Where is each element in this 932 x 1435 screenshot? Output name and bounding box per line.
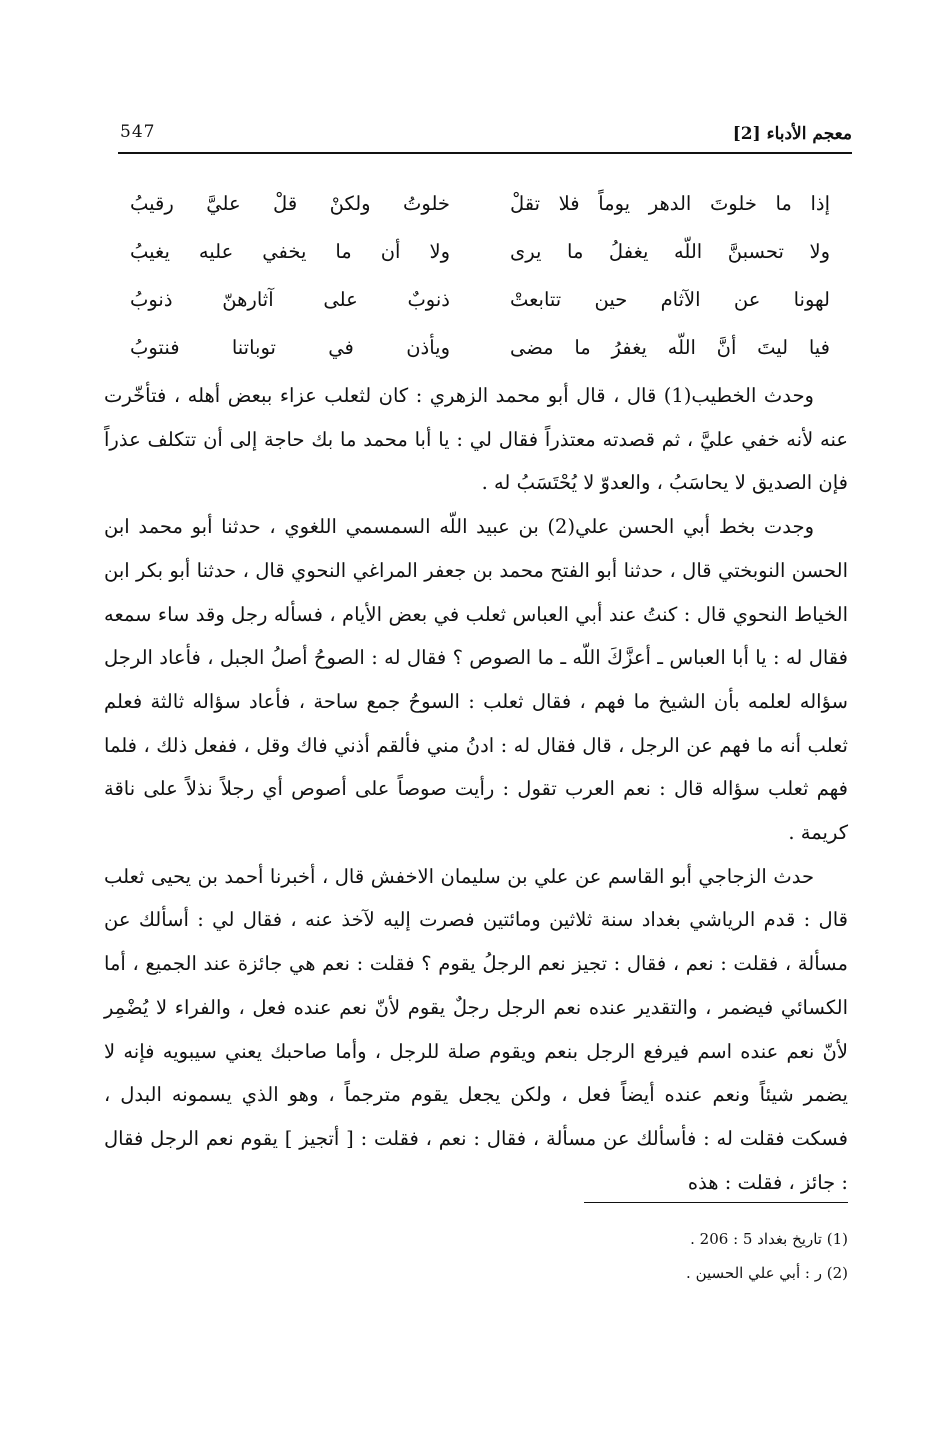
verse-first-hemistich: لهونا عن الآثام حين تتابعتْ	[510, 288, 830, 312]
verse-first-hemistich: ولا تحسبنَّ اللّه يغفلُ ما يرى	[510, 240, 830, 264]
poem-verse	[130, 180, 830, 228]
poem	[130, 180, 830, 372]
footnote-2: (2) ر : أبي علي الحسين .	[686, 1264, 848, 1282]
footnote-divider	[584, 1202, 848, 1203]
body-text	[104, 374, 848, 1204]
verse-first-hemistich: إذا ما خلوتَ الدهر يوماً فلا تقلْ	[510, 192, 830, 216]
footnote-1: (1) تاريخ بغداد 5 : 206 .	[690, 1230, 848, 1248]
poem-verse	[130, 228, 830, 276]
verse-second-hemistich: ولا أن ما يخفي عليه يغيبُ	[130, 240, 450, 264]
running-title: معجم الأدباء [2]	[732, 124, 852, 144]
paragraph-khatib-anecdote: وحدث الخطيب(1) قال ، قال أبو محمد الزهري : كان لثعلب عزاء ببعض أهله ، فتأخّرت عنه لأنه خفي عليَّ ، ثم قصدته معتذراً فقال لي : يا أبا محمد ما بك حاجة إلى أن تتكلف عذراً فإن الصديق لا يحاسَبُ ، والعدوّ لا يُحْتَسَبُ له .	[104, 384, 848, 495]
verse-first-hemistich: فيا ليتَ أنَّ اللّه يغفرُ ما مضى	[510, 336, 830, 360]
poem-verse	[130, 324, 830, 372]
verse-second-hemistich: خلوتُ ولكنْ قلْ عليَّ رقيبُ	[130, 192, 450, 216]
paragraph-sawas-anecdote: وجدت بخط أبي الحسن علي(2) بن عبيد اللّه السمسمي اللغوي ، حدثنا أبو محمد ابن الحسن النوبختي قال ، حدثنا أبو الفتح محمد بن جعفر المراغي النحوي قال ، حدثنا أبو بكر ابن الخياط النحوي قال : كنتُ عند أبي العباس ثعلب في بعض الأيام ، فسأله رجل وقد ساء سمعه فقال له : يا أبا العباس ـ أعزَّكَ اللّه ـ ما الصوص ؟ فقال له : الصوحُ أصلُ الجبل ، فأعاد الرجل سؤاله لعلمه بأن الشيخ ما فهم ، فقال ثعلب : السوحُ جمع ساحة ، فأعاد سؤاله ثالثة فعلم ثعلب أنه ما فهم عن الرجل ، قال فقال له : ادنُ مني فألقم أذني فاك وقل ، ففعل ذلك ، فلما فهم ثعلب سؤاله قال : نعم العرب تقول : رأيت صوصاً على أصوص أي رجلاً نذلاً على ناقة كريمة .	[104, 515, 848, 845]
verse-second-hemistich: ذنوبٌ على آثارهنّ ذنوبُ	[130, 288, 450, 312]
paragraph-zajjaji-anecdote: حدث الزجاجي أبو القاسم عن علي بن سليمان الاخفش قال ، أخبرنا أحمد بن يحيى ثعلب قال : قدم الرياشي بغداد سنة ثلاثين ومائتين فصرت إليه لآخذ عنه ، فقال لي : أسألك عن مسألة ، فقلت : نعم ، فقال : تجيز نعم الرجلُ يقوم ؟ فقلت : نعم هي جائزة عند الجميع ، أما الكسائي فيضمر ، والتقدير عنده نعم الرجل رجلٌ يقوم لأنّ نعم عنده فعل ، والفراء لا يُضْمِر لأنّ نعم عنده اسم فيرفع الرجل بنعم ويقوم صلة للرجل ، وأما صاحبك يعني سيبويه فإنه لا يضمر شيئاً ونعم عنده أيضاً فعل ، ولكن يجعل يقوم مترجماً ، وهو الذي يسمونه البدل ، فسكت فقلت له : فأسألك عن مسألة ، فقال : نعم ، فقلت : [ أتجيز ] يقوم نعم الرجل فقال : جائز ، فقلت : هذه	[104, 864, 848, 1194]
poem-verse	[130, 276, 830, 324]
verse-second-hemistich: ويأذن في توباتنا فنتوبُ	[130, 336, 450, 360]
page-header	[118, 118, 852, 154]
page-number: 547	[120, 122, 156, 142]
footnotes	[348, 1222, 848, 1290]
